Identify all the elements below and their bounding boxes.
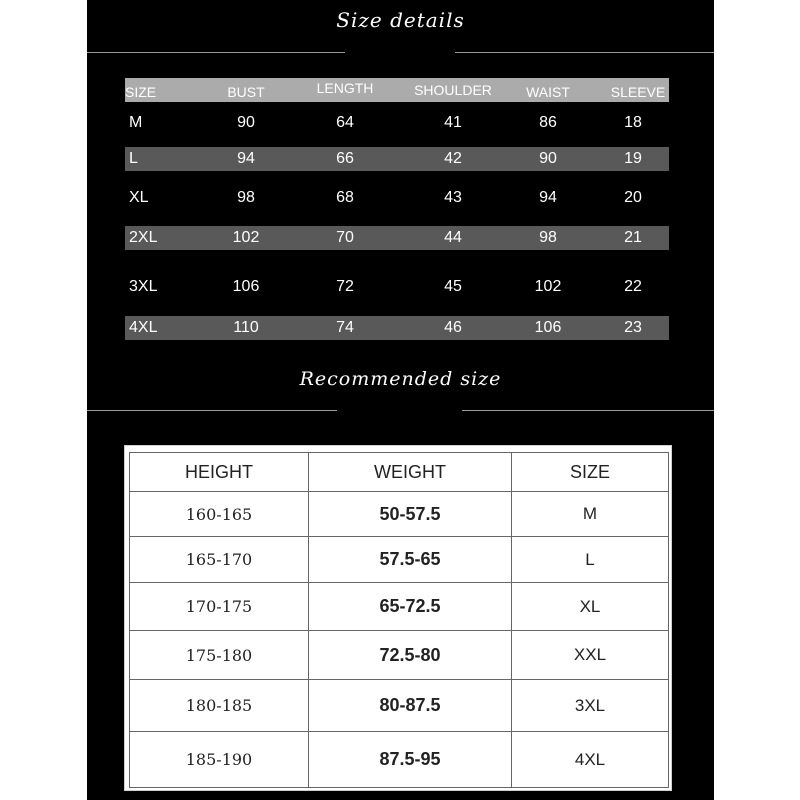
cell-sleeve: 23 xyxy=(624,319,642,336)
cell-length: 66 xyxy=(336,150,354,167)
cell-bust: 94 xyxy=(237,150,255,167)
cell-waist: 102 xyxy=(534,278,562,295)
table-row xyxy=(125,226,669,250)
header-waist: WAIST xyxy=(526,84,570,100)
cell-size: XXL xyxy=(512,631,669,680)
table-row xyxy=(130,680,669,732)
cell-bust: 110 xyxy=(233,319,259,336)
cell-shoulder: 42 xyxy=(444,150,462,167)
cell-weight: 50-57.5 xyxy=(309,492,512,537)
cell-length: 72 xyxy=(336,278,354,295)
cell-shoulder: 43 xyxy=(444,189,462,206)
cell-waist: 90 xyxy=(539,150,557,167)
cell-size: L xyxy=(129,150,138,167)
cell-waist: 86 xyxy=(539,114,557,131)
recommended-size-heading: Recommended size xyxy=(299,368,502,390)
cell-shoulder: 45 xyxy=(444,278,462,295)
cell-sleeve: 22 xyxy=(624,278,642,295)
cell-weight: 65-72.5 xyxy=(309,583,512,631)
header-bust: BUST xyxy=(227,84,265,100)
table-row xyxy=(125,186,669,210)
header-size: SIZE xyxy=(125,84,157,100)
cell-height: 180-185 xyxy=(130,680,309,732)
cell-length: 74 xyxy=(336,319,354,336)
cell-length: 70 xyxy=(336,229,354,246)
header-weight: WEIGHT xyxy=(309,453,512,492)
cell-height: 170-175 xyxy=(130,583,309,631)
divider-right xyxy=(462,410,714,411)
table-row xyxy=(125,275,669,299)
cell-bust: 102 xyxy=(232,229,260,246)
table-header-row xyxy=(125,78,669,102)
cell-weight: 80-87.5 xyxy=(309,680,512,732)
header-size: SIZE xyxy=(512,453,669,492)
header-shoulder: SHOULDER xyxy=(414,82,492,98)
divider-left xyxy=(87,52,345,53)
cell-size: 4XL xyxy=(512,732,669,788)
table-row xyxy=(130,631,669,680)
header-sleeve: SLEEVE xyxy=(610,84,666,100)
table-row xyxy=(130,492,669,537)
cell-size: 3XL xyxy=(512,680,669,732)
table-row xyxy=(130,732,669,788)
cell-waist: 106 xyxy=(534,319,562,336)
cell-size: XL xyxy=(512,583,669,631)
cell-size: L xyxy=(512,537,669,583)
cell-height: 160-165 xyxy=(130,492,309,537)
cell-shoulder: 41 xyxy=(444,114,462,131)
cell-sleeve: 18 xyxy=(624,114,642,131)
table-header-row xyxy=(130,453,669,492)
recommended-size-table xyxy=(124,445,672,791)
cell-sleeve: 21 xyxy=(624,229,642,246)
divider-right xyxy=(455,52,714,53)
cell-bust: 98 xyxy=(237,189,255,206)
cell-size: 2XL xyxy=(129,229,158,246)
cell-height: 175-180 xyxy=(130,631,309,680)
size-details-heading: Size details xyxy=(336,8,465,32)
cell-weight: 72.5-80 xyxy=(309,631,512,680)
cell-sleeve: 20 xyxy=(624,189,642,206)
cell-height: 165-170 xyxy=(130,537,309,583)
table-row xyxy=(125,111,669,135)
cell-height: 185-190 xyxy=(130,732,309,788)
header-height: HEIGHT xyxy=(130,453,309,492)
cell-length: 64 xyxy=(336,114,354,131)
cell-bust: 90 xyxy=(237,114,255,131)
table-row xyxy=(130,537,669,583)
cell-size: M xyxy=(512,492,669,537)
cell-waist: 94 xyxy=(539,189,557,206)
cell-bust: 106 xyxy=(232,278,260,295)
cell-size: 4XL xyxy=(129,319,158,336)
cell-size: M xyxy=(129,114,143,131)
table-row xyxy=(130,583,669,631)
cell-length: 68 xyxy=(336,189,354,206)
table-row xyxy=(125,147,669,171)
table-row xyxy=(125,316,669,340)
header-length: LENGTH xyxy=(316,80,374,96)
divider-left xyxy=(87,410,337,411)
cell-size: XL xyxy=(129,189,149,206)
cell-weight: 87.5-95 xyxy=(309,732,512,788)
cell-size: 3XL xyxy=(129,278,158,295)
cell-weight: 57.5-65 xyxy=(309,537,512,583)
cell-shoulder: 46 xyxy=(444,319,462,336)
cell-shoulder: 44 xyxy=(444,229,462,246)
cell-sleeve: 19 xyxy=(624,150,642,167)
cell-waist: 98 xyxy=(539,229,557,246)
